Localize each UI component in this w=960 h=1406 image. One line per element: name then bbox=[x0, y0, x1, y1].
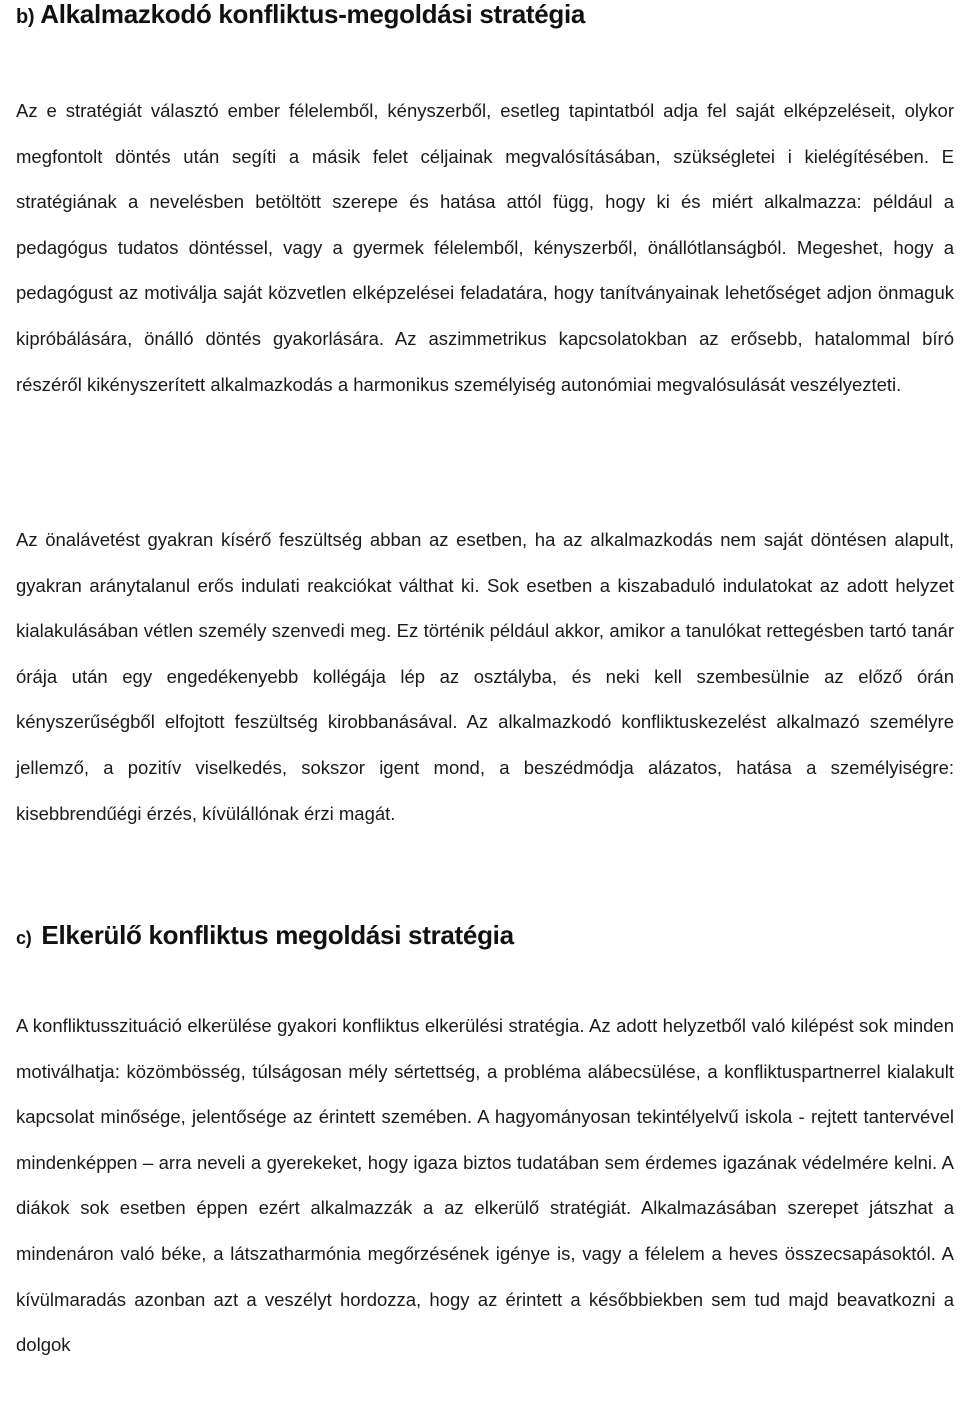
section-b-heading bbox=[16, 0, 585, 35]
section-b-letter: b) bbox=[16, 6, 35, 28]
section-c-title: Elkerülő konfliktus megoldási stratégia bbox=[41, 920, 514, 950]
section-b-paragraph-1: Az e stratégiát választó ember félelemből, kényszerből, esetleg tapintatból adja fel saját elképzeléseit, olykor megfontolt döntés után segíti a másik felet céljainak megvalósításában, szükségletei i kielégítésében. E stratégiának a nevelésben betöltött szerepe és hatása attól függ, hogy ki és miért alkalmazza: például a pedagógus tudatos döntéssel, vagy a gyermek félelemből, kényszerből, önállótlanságból. Megeshet, hogy a pedagógust az motiválja saját közvetlen elképzelései feladatára, hogy tanítványainak lehetőséget adjon önmaguk kipróbálására, önálló döntés gyakorlására. Az aszimmetrikus kapcsolatokban az erősebb, hatalommal bíró részéről kikényszerített alkalmazkodás a harmonikus személyiség autonómiai megvalósulását veszélyezteti. bbox=[16, 100, 954, 395]
section-b-title: Alkalmazkodó konfliktus-megoldási stratégia bbox=[40, 0, 586, 29]
section-c-paragraph-1: A konfliktusszituáció elkerülése gyakori konfliktus elkerülési stratégia. Az adott helyzetből való kilépést sok minden motiválhatja: közömbösség, túlságosan mély sértettség, a probléma alábecsülése, a konfliktuspartnerrel kialakult kapcsolat minősége, jelentősége az érintett szemében. A hagyományosan tekintélyelvű iskola - rejtett tantervével mindenképpen – arra neveli a gyerekeket, hogy igaza biztos tudatában sem érdemes igazának védelmére kelni. A diákok sok esetben éppen ezért alkalmazzák a az elkerülő stratégiát. Alkalmazásában szerepet játszhat a mindenáron való béke, a látszatharmónia megőrzésének igénye is, vagy a félelem a heves összecsapásoktól. A kívülmaradás azonban azt a veszélyt hordozza, hogy az érintett a későbbiekben sem tud majd beavatkozni a dolgok bbox=[16, 1015, 954, 1356]
section-c-heading bbox=[16, 914, 514, 959]
section-c-letter: c) bbox=[16, 928, 32, 948]
section-b-paragraph-2: Az önalávetést gyakran kísérő feszültség abban az esetben, ha az alkalmazkodás nem saját döntésen alapult, gyakran aránytalanul erős indulati reakciókat válthat ki. Sok esetben a kiszabaduló indulatokat az adott helyzet kialakulásában vétlen személy szenvedi meg. Ez történik például akkor, amikor a tanulókat rettegésben tartó tanár órája után egy engedékenyebb kollégája lép az osztályba, és neki kell szembesülnie az előző órán kényszerűségből elfojtott feszültség kirobbanásával. Az alkalmazkodó konfliktuskezelést alkalmazó személyre jellemző, a pozitív viselkedés, sokszor igent mond, a beszédmódja alázatos, hatása a személyiségre: kisebbrendűégi érzés, kívülállónak érzi magát. bbox=[16, 529, 954, 824]
